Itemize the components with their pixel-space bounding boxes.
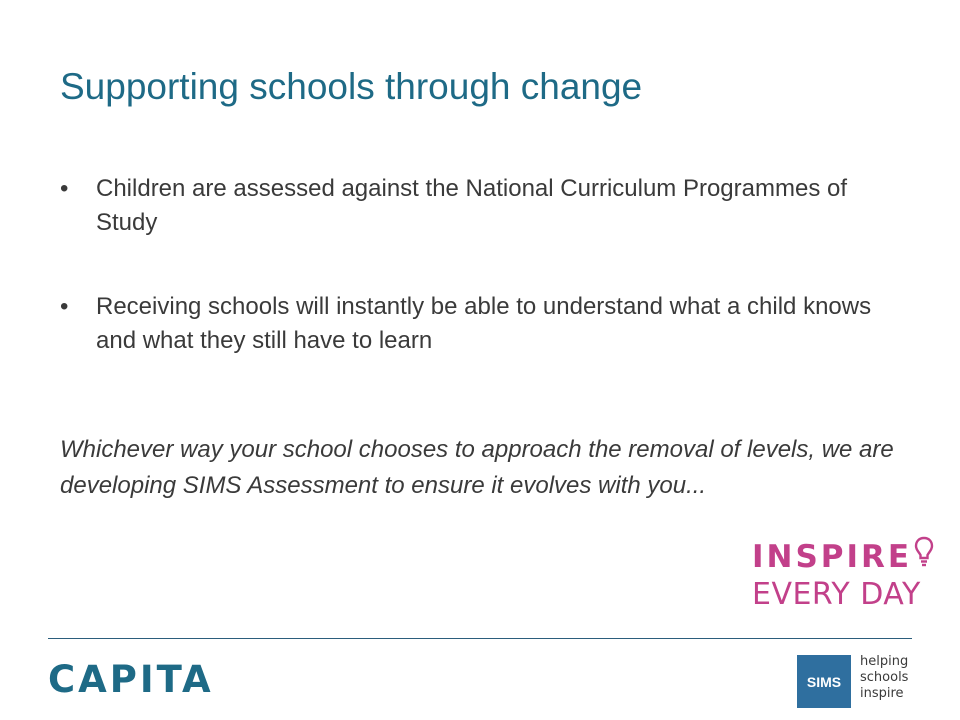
tagline-line: inspire (860, 686, 904, 701)
bullet-mark: • (60, 293, 69, 320)
helping-schools-inspire-tagline (860, 654, 908, 702)
inspire-line (752, 536, 934, 577)
inspire-text: INSPIRE (752, 538, 913, 575)
slide-title: Supporting schools through change (60, 66, 643, 107)
inspire-every-day-logo (752, 536, 934, 613)
tagline-line: schools (860, 670, 909, 685)
bullet-item (60, 290, 900, 358)
footer-divider (48, 638, 912, 639)
bullet-list (60, 172, 900, 408)
closing-statement: Whichever way your school chooses to approach the removal of levels, we are developing SIMS Assessment to ensure it evolves with you... (60, 436, 894, 499)
capita-logo: CAPITA (48, 658, 214, 701)
tagline-line: helping (860, 654, 909, 669)
every-day-text: EVERY DAY (752, 577, 921, 612)
lightbulb-icon (914, 536, 934, 577)
bullet-item (60, 172, 900, 240)
sims-logo: SIMS (797, 655, 851, 708)
bullet-text: Children are assessed against the National Curriculum Programmes of Study (96, 175, 848, 236)
bullet-text: Receiving schools will instantly be able to understand what a child knows and what they still have to learn (96, 293, 872, 354)
bullet-mark: • (60, 175, 69, 202)
